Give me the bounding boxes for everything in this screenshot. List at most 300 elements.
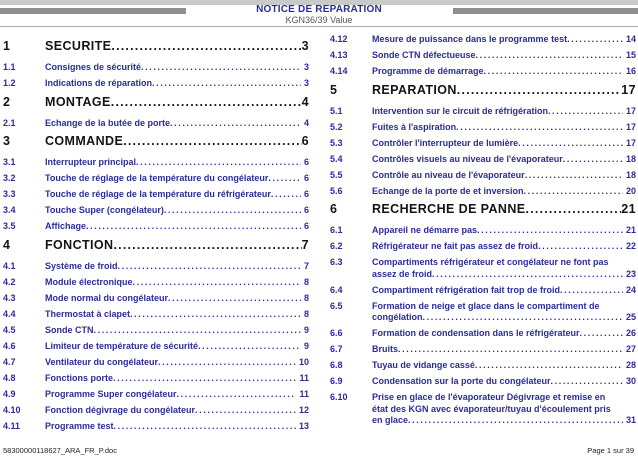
dot-leader xyxy=(177,389,297,401)
dot-leader xyxy=(130,309,301,321)
toc-entry-line xyxy=(45,205,309,217)
toc-entry-line xyxy=(45,277,309,289)
toc-entry-line xyxy=(45,421,309,433)
toc-entry-title: MONTAGE xyxy=(45,94,111,109)
toc-entry-number: 6.3 xyxy=(330,257,343,267)
toc-entry-body xyxy=(45,341,309,353)
dot-leader xyxy=(141,62,301,74)
toc-entry-page-number: 25 xyxy=(625,312,636,322)
toc-entry-line xyxy=(372,415,636,427)
dot-leader xyxy=(518,138,623,150)
toc-entry-line xyxy=(45,341,309,353)
toc-entry-line xyxy=(45,293,309,305)
dot-leader xyxy=(164,205,301,217)
toc-entry-body xyxy=(372,186,636,198)
toc-entry-body xyxy=(372,285,636,297)
toc-entry-number: 4.5 xyxy=(3,324,16,335)
toc-entry-page-number: 6 xyxy=(303,173,309,183)
toc-entry-line xyxy=(372,170,636,182)
toc-entry[interactable] xyxy=(3,157,309,169)
toc-entry[interactable] xyxy=(330,392,636,427)
toc-entry-number: 4.14 xyxy=(330,66,348,76)
toc-entry-page-number: 11 xyxy=(299,372,309,383)
toc-entry-number: 6.8 xyxy=(330,360,343,370)
toc-entry-title: Thermostat à clapet xyxy=(45,308,131,319)
toc-entry-line xyxy=(372,360,636,372)
toc-entry-page-number: 26 xyxy=(625,328,636,338)
dot-leader xyxy=(538,241,623,253)
dot-leader xyxy=(524,186,623,198)
toc-entry-page-number: 7 xyxy=(303,260,309,271)
toc-entry-page-number: 31 xyxy=(625,415,636,425)
toc-entry-page-number: 17 xyxy=(625,137,636,148)
toc-entry[interactable] xyxy=(3,62,309,74)
toc-entry-number: 2 xyxy=(3,94,11,109)
toc-entry-line xyxy=(45,118,309,130)
toc-entry-number: 6 xyxy=(330,202,338,216)
toc-entry-number: 4.2 xyxy=(3,276,16,287)
dot-leader xyxy=(111,95,302,110)
toc-entry-title: Bruits xyxy=(372,344,399,354)
document-title: NOTICE DE REPARATION xyxy=(256,4,382,15)
toc-column-left xyxy=(3,34,309,437)
dot-leader xyxy=(432,269,623,281)
toc-entry[interactable] xyxy=(3,325,309,337)
toc-entry[interactable] xyxy=(330,83,636,98)
dot-leader xyxy=(563,154,623,166)
dot-leader xyxy=(198,341,301,353)
toc-entry[interactable] xyxy=(330,154,636,166)
toc-entry-body xyxy=(372,301,636,324)
toc-entry-body xyxy=(45,389,309,401)
toc-entry[interactable] xyxy=(330,328,636,340)
toc-entry[interactable] xyxy=(330,241,636,253)
toc-entry-title: Appareil ne démarre pas xyxy=(372,225,478,235)
toc-entry-number: 4.12 xyxy=(330,34,348,44)
toc-entry-body xyxy=(372,122,636,134)
toc-entry-body xyxy=(45,221,309,233)
toc-entry-line xyxy=(372,344,636,356)
toc-entry[interactable] xyxy=(330,122,636,134)
toc-entry-line xyxy=(372,106,636,118)
toc-entry-page-number: 12 xyxy=(298,404,309,415)
header-divider xyxy=(0,26,638,27)
toc-entry-line xyxy=(372,122,636,134)
toc-entry-page-number: 10 xyxy=(298,356,309,367)
toc-entry-number: 4.10 xyxy=(3,404,21,415)
toc-entry-body xyxy=(45,157,309,169)
toc-entry-title: état des KGN avec évaporateur/tuyau d'écoulement pris xyxy=(372,403,611,414)
toc-entry-title: Sonde CTN défectueuse xyxy=(372,50,476,60)
dot-leader xyxy=(548,106,623,118)
toc-entry-number: 5 xyxy=(330,82,338,97)
toc-entry-page-number: 28 xyxy=(625,360,636,370)
toc-entry-line xyxy=(45,134,309,149)
toc-entry[interactable] xyxy=(3,221,309,233)
dot-leader xyxy=(580,328,623,340)
toc-entry-body xyxy=(45,309,309,321)
toc-entry-body xyxy=(45,205,309,217)
toc-entry-body xyxy=(372,50,636,62)
toc-entry-title: Indications de réparation xyxy=(45,78,153,88)
toc-entry-body xyxy=(45,421,309,433)
toc-entry-page-number: 6 xyxy=(303,221,309,231)
dot-leader xyxy=(408,415,623,427)
dot-leader xyxy=(123,134,301,149)
toc-entry-body xyxy=(45,357,309,369)
toc-entry-title: Affichage xyxy=(45,221,87,231)
toc-entry-body xyxy=(372,360,636,372)
dot-leader xyxy=(560,285,623,297)
toc-entry-body xyxy=(372,34,636,46)
toc-entry-number: 4.6 xyxy=(3,340,16,351)
toc-entry-title: Formation de condensation dans le réfrigérateur xyxy=(372,328,580,338)
toc-entry[interactable] xyxy=(3,277,309,289)
dot-leader xyxy=(133,277,301,289)
toc-entry[interactable] xyxy=(3,421,309,433)
toc-entry-page-number: 21 xyxy=(625,225,636,235)
toc-entry-body xyxy=(45,261,309,273)
toc-entry-line xyxy=(45,309,309,321)
toc-entry-line xyxy=(372,138,636,150)
toc-entry-body xyxy=(372,106,636,118)
dot-leader xyxy=(118,261,301,273)
toc-entry-page-number: 3 xyxy=(301,39,309,53)
toc-entry-page-number: 6 xyxy=(301,134,309,148)
toc-entry[interactable] xyxy=(3,95,309,110)
toc-entry-title: Sonde CTN xyxy=(45,324,94,335)
dot-leader xyxy=(526,202,622,217)
toc-entry[interactable] xyxy=(330,170,636,182)
toc-entry[interactable] xyxy=(3,309,309,321)
toc-entry-line xyxy=(372,202,636,217)
toc-entry-title: Compartiments réfrigérateur et congélateur ne font pas xyxy=(372,257,609,267)
toc-entry-body xyxy=(45,405,309,417)
toc-entry-line xyxy=(372,34,636,46)
toc-entry-page-number: 17 xyxy=(621,82,636,97)
toc-entry[interactable] xyxy=(330,257,636,280)
footer-page-indicator: Page 1 sur 39 xyxy=(587,446,634,455)
toc-entry-number: 4.11 xyxy=(3,420,21,431)
toc-entry-line xyxy=(45,373,309,385)
toc-entry-body xyxy=(45,118,309,130)
toc-entry-page-number: 17 xyxy=(625,105,636,116)
toc-entry-page-number: 6 xyxy=(303,205,309,215)
toc-entry-body xyxy=(372,202,636,217)
toc-entry-number: 5.2 xyxy=(330,121,343,132)
toc-entry[interactable] xyxy=(3,373,309,385)
toc-entry-title: Programme test xyxy=(45,420,114,431)
toc-entry-page-number: 6 xyxy=(303,157,309,167)
toc-entry-body xyxy=(372,241,636,253)
toc-entry-line xyxy=(45,357,309,369)
toc-entry[interactable] xyxy=(330,225,636,237)
toc-entry-title: Système de froid xyxy=(45,260,118,271)
dot-leader xyxy=(136,157,301,169)
toc-entry-line xyxy=(372,376,636,388)
toc-entry-body xyxy=(45,325,309,337)
toc-entry-line xyxy=(45,62,309,74)
toc-entry-number: 6.5 xyxy=(330,300,343,311)
toc-entry-number: 4.7 xyxy=(3,356,16,367)
dot-leader xyxy=(158,357,296,369)
toc-entry-line xyxy=(372,241,636,253)
toc-entry-body xyxy=(45,293,309,305)
toc-entry-number: 1.2 xyxy=(3,78,16,88)
dot-leader xyxy=(477,225,623,237)
toc-entry-line xyxy=(372,392,636,404)
toc-entry-number: 3.5 xyxy=(3,221,16,231)
table-of-contents xyxy=(3,34,636,437)
toc-entry-body xyxy=(372,376,636,388)
toc-entry-page-number: 15 xyxy=(625,50,636,60)
toc-entry-title: Fuites à l'aspiration xyxy=(372,121,457,132)
toc-entry-page-number: 16 xyxy=(625,66,636,76)
toc-entry-body xyxy=(372,66,636,78)
toc-entry-line xyxy=(372,301,636,313)
toc-entry[interactable] xyxy=(330,186,636,198)
toc-entry-line xyxy=(45,173,309,185)
dot-leader xyxy=(113,373,296,385)
toc-entry[interactable] xyxy=(330,138,636,150)
toc-entry-line xyxy=(372,328,636,340)
toc-entry-number: 4.1 xyxy=(3,260,16,271)
toc-entry-title: Mode normal du congélateur xyxy=(45,292,169,303)
toc-entry-title: Module électronique xyxy=(45,276,133,287)
dot-leader xyxy=(170,118,301,130)
dot-leader xyxy=(475,360,623,372)
toc-entry[interactable] xyxy=(3,261,309,273)
toc-entry-number: 4 xyxy=(3,237,11,252)
dot-leader xyxy=(551,376,623,388)
toc-entry-title: en glace xyxy=(372,415,409,425)
toc-entry-line xyxy=(45,39,309,54)
toc-entry-body xyxy=(372,225,636,237)
toc-entry-page-number: 9 xyxy=(303,324,309,335)
toc-entry-page-number: 21 xyxy=(621,202,636,216)
toc-entry-body xyxy=(45,277,309,289)
toc-entry[interactable] xyxy=(3,118,309,130)
toc-entry-line xyxy=(45,325,309,337)
toc-entry-body xyxy=(372,138,636,150)
toc-entry-number: 4.9 xyxy=(3,388,16,399)
toc-entry-number: 3.1 xyxy=(3,157,16,167)
toc-entry-number: 6.9 xyxy=(330,376,343,386)
toc-entry-page-number: 18 xyxy=(625,169,636,180)
toc-entry[interactable] xyxy=(3,341,309,353)
toc-entry[interactable] xyxy=(3,293,309,305)
toc-entry-page-number: 17 xyxy=(625,121,636,132)
toc-entry[interactable] xyxy=(330,285,636,297)
toc-entry-number: 1.1 xyxy=(3,62,16,72)
toc-entry-title: Fonction dégivrage du congélateur xyxy=(45,404,196,415)
toc-entry-line xyxy=(45,157,309,169)
toc-entry-number: 4.8 xyxy=(3,372,16,383)
toc-entry-title: SECURITE xyxy=(45,39,112,53)
toc-entry-number: 6.6 xyxy=(330,328,343,338)
toc-entry-line xyxy=(45,78,309,90)
toc-entry-number: 2.1 xyxy=(3,117,16,128)
toc-entry-body xyxy=(372,328,636,340)
dot-leader xyxy=(271,189,301,201)
toc-entry-title: Contrôles visuels au niveau de l'évaporateur xyxy=(372,153,563,164)
toc-entry-page-number: 3 xyxy=(303,78,309,88)
toc-entry-line xyxy=(372,154,636,166)
toc-entry-body xyxy=(45,238,309,253)
toc-entry-line xyxy=(372,257,636,269)
toc-entry[interactable] xyxy=(330,66,636,78)
toc-entry[interactable] xyxy=(3,205,309,217)
toc-entry-page-number: 18 xyxy=(625,153,636,164)
toc-entry-page-number: 24 xyxy=(625,284,636,295)
toc-entry-number: 5.3 xyxy=(330,137,343,148)
toc-entry-title: Condensation sur la porte du congélateur xyxy=(372,376,551,386)
toc-entry-page-number: 9 xyxy=(303,340,309,351)
dot-leader xyxy=(423,312,623,324)
toc-entry-body xyxy=(372,392,636,427)
toc-entry-title: Ventilateur du congélateur xyxy=(45,356,159,367)
toc-entry-body xyxy=(372,83,636,98)
dot-leader xyxy=(398,344,623,356)
toc-entry-page-number: 8 xyxy=(303,292,309,303)
toc-entry-number: 6.10 xyxy=(330,392,348,402)
toc-entry[interactable] xyxy=(330,34,636,46)
toc-entry-page-number: 8 xyxy=(303,276,309,287)
toc-entry-line xyxy=(45,95,309,110)
toc-entry-title: Contrôle au niveau de l'évaporateur xyxy=(372,169,525,180)
toc-entry-body xyxy=(372,170,636,182)
toc-entry-page-number: 3 xyxy=(303,62,309,72)
toc-entry-page-number: 14 xyxy=(625,34,636,44)
toc-entry-line xyxy=(372,269,636,281)
dot-leader xyxy=(456,122,623,134)
toc-entry-line xyxy=(372,50,636,62)
dot-leader xyxy=(111,39,301,54)
toc-entry[interactable] xyxy=(330,202,636,217)
toc-entry-number: 5.4 xyxy=(330,153,343,164)
toc-entry-title: Consignes de sécurité xyxy=(45,62,142,72)
toc-entry[interactable] xyxy=(3,389,309,401)
toc-entry[interactable] xyxy=(330,106,636,118)
toc-entry-title: Echange de la porte de et inversion xyxy=(372,185,524,196)
toc-entry-page-number: 20 xyxy=(625,185,636,196)
dot-leader xyxy=(86,221,301,233)
toc-entry-title: Compartiment réfrigération fait trop de froid xyxy=(372,284,561,295)
toc-entry-line xyxy=(372,312,636,324)
toc-entry-title: Contrôler l'interrupteur de lumière xyxy=(372,137,519,148)
toc-entry[interactable] xyxy=(3,357,309,369)
dot-leader xyxy=(152,78,301,90)
toc-entry-title: Echange de la butée de porte xyxy=(45,117,171,128)
toc-entry-number: 5.5 xyxy=(330,169,343,180)
toc-entry[interactable] xyxy=(3,238,309,253)
toc-entry-page-number: 27 xyxy=(625,344,636,354)
toc-entry-number: 6.1 xyxy=(330,225,343,235)
toc-entry-line xyxy=(45,238,309,253)
dot-leader xyxy=(484,66,623,78)
toc-entry-line xyxy=(372,225,636,237)
toc-entry-line xyxy=(372,285,636,297)
toc-entry-title: Interrupteur principal xyxy=(45,157,137,167)
toc-entry-page-number: 7 xyxy=(301,237,309,252)
toc-entry-number: 3 xyxy=(3,134,11,148)
toc-entry-title: Touche de réglage de la température du congélateur xyxy=(45,173,269,183)
dot-leader xyxy=(114,421,296,433)
dot-leader xyxy=(94,325,301,337)
toc-entry[interactable] xyxy=(3,173,309,185)
toc-entry-number: 6.7 xyxy=(330,344,343,354)
dot-leader xyxy=(113,238,301,253)
toc-entry[interactable] xyxy=(330,360,636,372)
toc-entry-body xyxy=(45,78,309,90)
toc-entry-number: 3.3 xyxy=(3,189,16,199)
toc-entry[interactable] xyxy=(330,301,636,324)
toc-entry-line xyxy=(45,221,309,233)
toc-entry-body xyxy=(372,344,636,356)
toc-entry-number: 4.13 xyxy=(330,50,348,60)
toc-entry-number: 3.4 xyxy=(3,205,16,215)
toc-entry-title: Limiteur de température de sécurité xyxy=(45,340,199,351)
toc-entry-line xyxy=(45,389,309,401)
dot-leader xyxy=(476,50,623,62)
toc-entry-title: assez de froid xyxy=(372,268,433,279)
toc-entry-body xyxy=(45,39,309,54)
dot-leader xyxy=(457,83,621,98)
toc-entry[interactable] xyxy=(3,405,309,417)
toc-entry-line xyxy=(45,405,309,417)
toc-entry-page-number: 4 xyxy=(301,94,309,109)
toc-entry-title: Touche de réglage de la température du réfrigérateur xyxy=(45,189,271,199)
toc-entry-title: Programme de démarrage xyxy=(372,66,484,76)
toc-entry[interactable] xyxy=(3,134,309,149)
toc-entry[interactable] xyxy=(330,344,636,356)
toc-entry-page-number: 4 xyxy=(303,117,309,128)
toc-entry-title: Mesure de puissance dans le programme test xyxy=(372,34,568,44)
toc-entry-page-number: 6 xyxy=(303,189,309,199)
dot-leader xyxy=(525,170,623,182)
toc-entry-body xyxy=(45,95,309,110)
toc-entry[interactable] xyxy=(3,78,309,90)
toc-entry-line xyxy=(372,186,636,198)
toc-entry-title: congélation xyxy=(372,312,423,322)
toc-entry[interactable] xyxy=(3,39,309,54)
toc-entry-title: Programme Super congélateur xyxy=(45,388,177,399)
toc-entry-title: Tuyau de vidange cassé xyxy=(372,360,475,370)
toc-entry-page-number: 8 xyxy=(303,308,309,319)
toc-entry-title: REPARATION xyxy=(372,82,457,97)
toc-entry-number: 6.2 xyxy=(330,241,343,251)
toc-entry-number: 4.4 xyxy=(3,308,16,319)
toc-entry-body xyxy=(45,189,309,201)
toc-entry[interactable] xyxy=(330,50,636,62)
dot-leader xyxy=(168,293,301,305)
toc-column-right xyxy=(330,34,636,437)
toc-entry-title: Réfrigérateur ne fait pas assez de froid xyxy=(372,241,539,251)
toc-entry[interactable] xyxy=(3,189,309,201)
footer-filename: 58300000118627_ARA_FR_P.doc xyxy=(3,446,117,455)
toc-entry-number: 5.1 xyxy=(330,105,343,116)
toc-entry-number: 5.6 xyxy=(330,185,343,196)
dot-leader xyxy=(195,405,296,417)
dot-leader xyxy=(567,34,623,46)
toc-entry-page-number: 13 xyxy=(298,420,309,431)
toc-entry-line xyxy=(372,404,636,416)
toc-entry[interactable] xyxy=(330,376,636,388)
toc-entry-body xyxy=(45,373,309,385)
toc-entry-page-number: 22 xyxy=(625,241,636,251)
toc-entry-body xyxy=(45,134,309,149)
toc-entry-title: Intervention sur le circuit de réfrigération xyxy=(372,105,549,116)
